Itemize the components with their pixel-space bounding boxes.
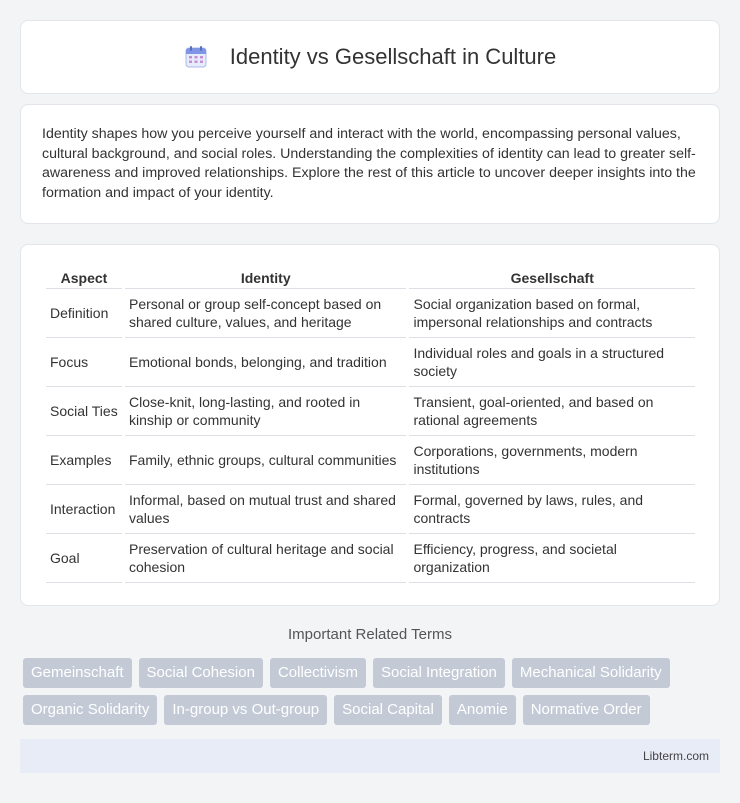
header-identity: Identity: [125, 265, 407, 289]
related-term-tag[interactable]: Mechanical Solidarity: [512, 658, 670, 688]
related-term-tag[interactable]: Anomie: [449, 695, 516, 725]
intro-card: [20, 104, 720, 224]
aspect-cell: Examples: [46, 436, 122, 485]
page-title: Identity vs Gesellschaft in Culture: [229, 44, 557, 69]
related-term-tag[interactable]: Social Capital: [334, 695, 442, 725]
gesellschaft-cell: Efficiency, progress, and societal organization: [409, 534, 695, 583]
identity-cell: Preservation of cultural heritage and social cohesion: [125, 534, 407, 583]
footer: [20, 739, 720, 773]
identity-cell: Family, ethnic groups, cultural communities: [125, 436, 407, 485]
footer-brand-link[interactable]: Libterm.com: [642, 749, 709, 763]
gesellschaft-cell: Social organization based on formal, impersonal relationships and contracts: [409, 289, 695, 338]
related-term-tag[interactable]: Social Cohesion: [139, 658, 263, 688]
table-row: [46, 289, 695, 338]
aspect-cell: Goal: [46, 534, 122, 583]
table-header-row: [46, 265, 695, 289]
table-row: [46, 534, 695, 583]
aspect-cell: Definition: [46, 289, 122, 338]
gesellschaft-cell: Individual roles and goals in a structured society: [409, 338, 695, 387]
header-aspect: Aspect: [46, 265, 122, 289]
aspect-cell: Social Ties: [46, 387, 122, 436]
table-row: [46, 436, 695, 485]
table-row: [46, 387, 695, 436]
aspect-cell: Focus: [46, 338, 122, 387]
gesellschaft-cell: Corporations, governments, modern institutions: [409, 436, 695, 485]
aspect-cell: Interaction: [46, 485, 122, 534]
comparison-table-card: [20, 244, 720, 606]
related-term-tag[interactable]: Gemeinschaft: [23, 658, 132, 688]
header-gesellschaft: Gesellschaft: [409, 265, 695, 289]
gesellschaft-cell: Formal, governed by laws, rules, and contracts: [409, 485, 695, 534]
related-term-tag[interactable]: In-group vs Out-group: [164, 695, 327, 725]
calendar-icon: [184, 45, 208, 69]
related-terms-list: [23, 658, 723, 725]
gesellschaft-cell: Transient, goal-oriented, and based on rational agreements: [409, 387, 695, 436]
comparison-table: [43, 265, 698, 583]
identity-cell: Emotional bonds, belonging, and tradition: [125, 338, 407, 387]
table-row: [46, 485, 695, 534]
related-term-tag[interactable]: Normative Order: [523, 695, 650, 725]
related-term-tag[interactable]: Organic Solidarity: [23, 695, 157, 725]
table-row: [46, 338, 695, 387]
identity-cell: Informal, based on mutual trust and shared values: [125, 485, 407, 534]
related-term-tag[interactable]: Collectivism: [270, 658, 366, 688]
related-terms-title: Important Related Terms: [288, 626, 452, 643]
identity-cell: Close-knit, long-lasting, and rooted in kinship or community: [125, 387, 407, 436]
header-card: [20, 20, 720, 94]
intro-text: Identity shapes how you perceive yourself and interact with the world, encompassing personal values, cultural background, and social roles. Understanding the complexities of identity can lead to greater self-awareness and improved relationships. Explore the rest of this article to uncover deeper insights into the formation and impact of your identity.: [42, 126, 696, 201]
identity-cell: Personal or group self-concept based on shared culture, values, and heritage: [125, 289, 407, 338]
related-term-tag[interactable]: Social Integration: [373, 658, 505, 688]
